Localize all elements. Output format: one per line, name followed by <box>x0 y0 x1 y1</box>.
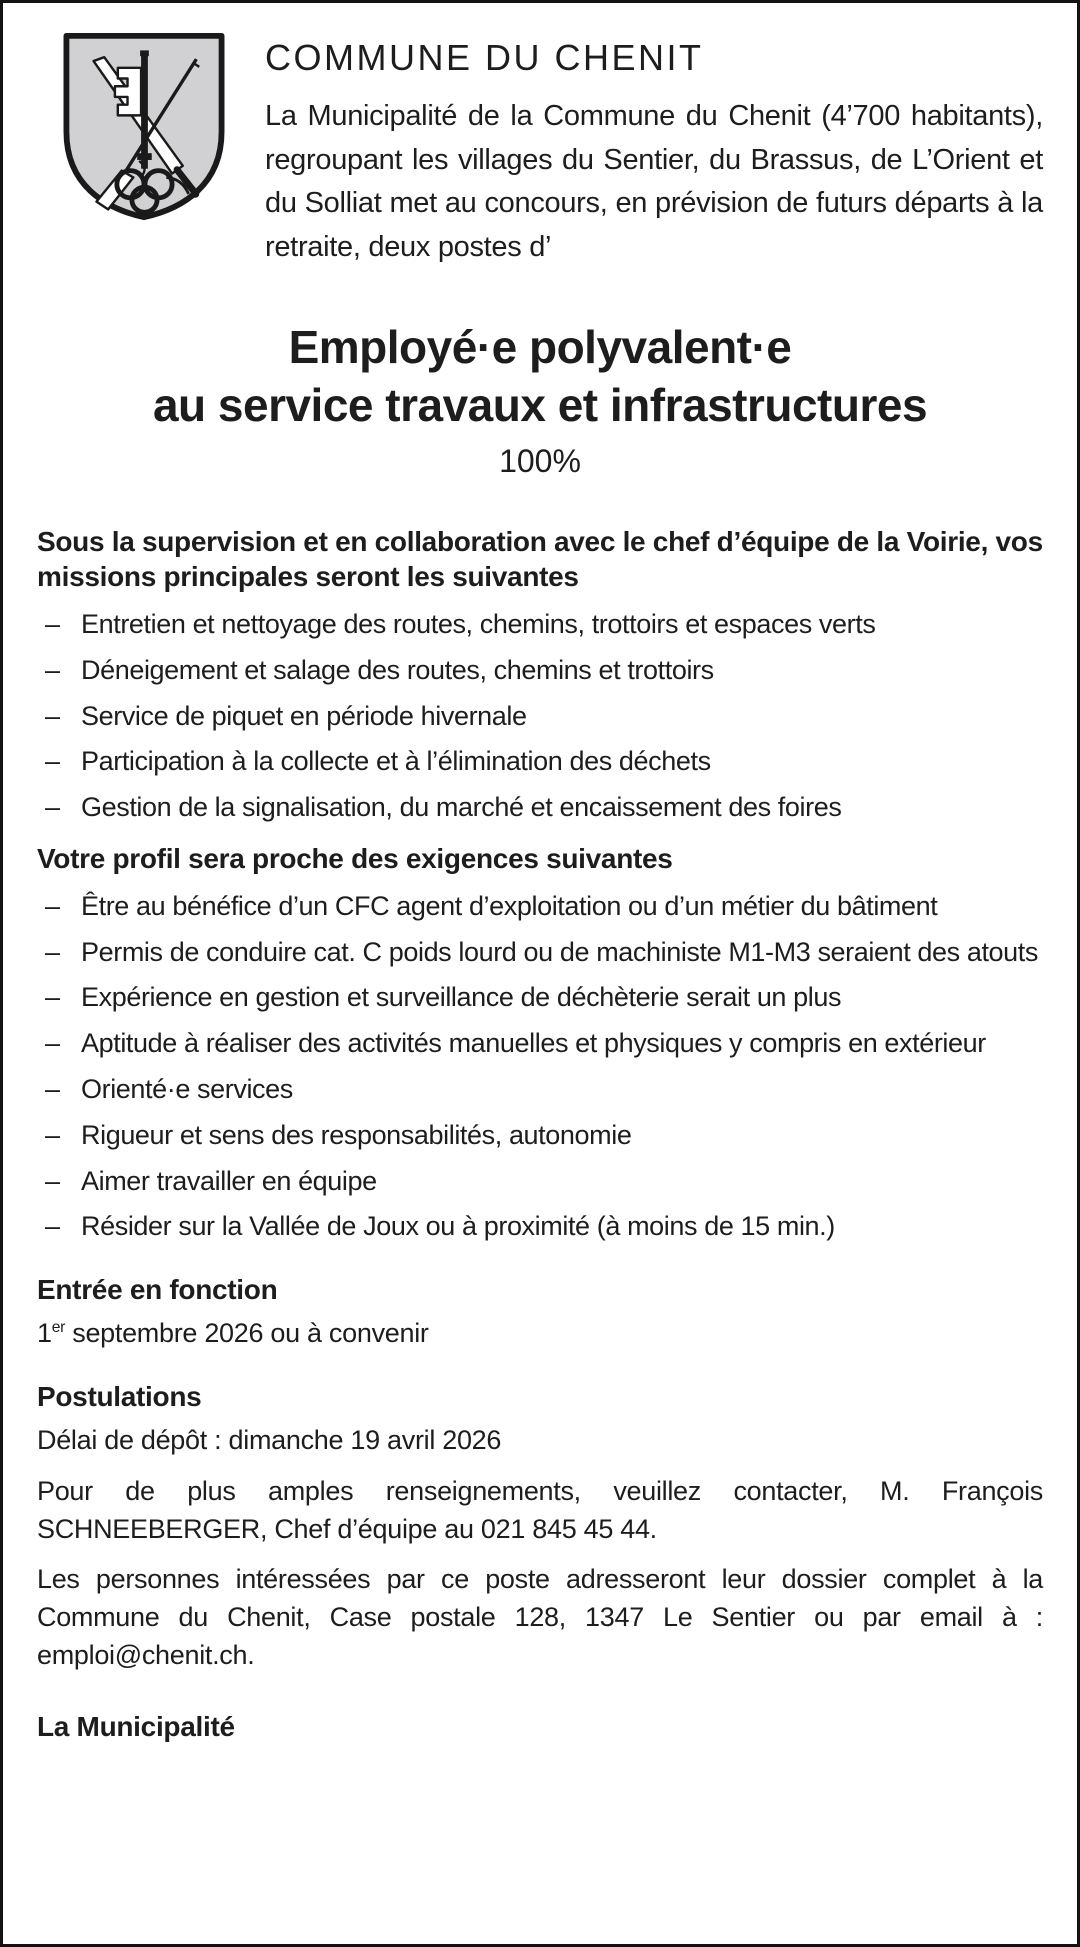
list-item-text: Gestion de la signalisation, du marché et encaissement des foires <box>81 792 842 823</box>
intro-paragraph: La Municipalité de la Commune du Chenit (4’700 habitants), regroupant les villages du Sentier, du Brassus, de L’Orient et du Solliat met au concours, en prévision de futurs départs à la retraite, deux postes d’ <box>265 100 1043 263</box>
list-item-text: Résider sur la Vallée de Joux ou à proximité (à moins de 15 min.) <box>81 1211 835 1242</box>
list-item-text: Permis de conduire cat. C poids lourd ou de machiniste M1-M3 seraient des atouts <box>81 936 1038 967</box>
list-item-text: Orienté·e services <box>81 1074 293 1105</box>
list-item <box>45 888 1043 926</box>
list-item <box>45 1117 1043 1155</box>
dash-bullet: – <box>45 792 60 823</box>
list-item-text: Aptitude à réaliser des activités manuelles et physiques y compris en extérieur <box>81 1028 986 1059</box>
dash-bullet: – <box>45 1074 60 1105</box>
list-item-text: Déneigement et salage des routes, chemins et trottoirs <box>81 654 714 685</box>
dossier-paragraph: Les personnes intéressées par ce poste adresseront leur dossier complet à la Commune du Chenit, Case postale 128, 1347 Le Sentier ou par email à : emploi@chenit.ch. <box>37 1564 1043 1671</box>
dash-bullet: – <box>45 746 60 777</box>
entry-heading: Entrée en fonction <box>37 1274 278 1306</box>
entry-date-ordinal: er <box>51 1319 66 1337</box>
list-item <box>45 606 1043 644</box>
list-item <box>45 934 1043 972</box>
list-item <box>45 1208 1043 1246</box>
list-item-text: Participation à la collecte et à l’élimination des déchets <box>81 746 711 777</box>
missions-section <box>37 524 1043 827</box>
dash-bullet: – <box>45 936 60 967</box>
signature: La Municipalité <box>37 1710 235 1742</box>
dash-bullet: – <box>45 1211 60 1242</box>
list-item <box>45 979 1043 1017</box>
list-item-text: Service de piquet en période hivernale <box>81 700 527 731</box>
list-item-text: Expérience en gestion et surveillance de déchèterie serait un plus <box>81 982 842 1013</box>
header <box>37 31 1043 269</box>
entry-section <box>37 1272 1043 1353</box>
profile-list <box>37 888 1043 1246</box>
list-item-text: Être au bénéfice d’un CFC agent d’exploitation ou d’un métier du bâtiment <box>81 890 938 921</box>
employment-rate: 100% <box>499 442 581 479</box>
list-item-text: Rigueur et sens des responsabilités, autonomie <box>81 1119 632 1150</box>
list-item <box>45 743 1043 781</box>
entry-date-day: 1 <box>37 1318 52 1349</box>
missions-list <box>37 606 1043 827</box>
profile-section <box>37 841 1043 1246</box>
job-title-block <box>37 319 1043 480</box>
header-text <box>265 31 1043 269</box>
job-title-line-2: au service travaux et infrastructures <box>152 378 928 431</box>
dash-bullet: – <box>45 608 60 639</box>
dash-bullet: – <box>45 1119 60 1150</box>
dash-bullet: – <box>45 700 60 731</box>
list-item <box>45 1071 1043 1109</box>
missions-heading: Sous la supervision et en collaboration avec le chef d’équipe de la Voirie, vos missions principales seront les suivantes <box>37 525 1043 592</box>
profile-heading: Votre profil sera proche des exigences suivantes <box>37 842 673 874</box>
list-item <box>45 789 1043 827</box>
list-item <box>45 698 1043 736</box>
applications-heading: Postulations <box>37 1381 202 1413</box>
list-item <box>45 1163 1043 1201</box>
entry-date <box>37 1315 1043 1353</box>
list-item-text: Entretien et nettoyage des routes, chemins, trottoirs et espaces verts <box>81 608 876 639</box>
dash-bullet: – <box>45 982 60 1013</box>
dash-bullet: – <box>45 890 60 921</box>
job-title-line-1: Employé·e polyvalent·e <box>288 321 792 373</box>
list-item-text: Aimer travailler en équipe <box>81 1165 377 1196</box>
dash-bullet: – <box>45 654 60 685</box>
deadline-text: Délai de dépôt : dimanche 19 avril 2026 <box>37 1425 502 1456</box>
dash-bullet: – <box>45 1165 60 1196</box>
dash-bullet: – <box>45 1028 60 1059</box>
list-item <box>45 1025 1043 1063</box>
list-item <box>45 652 1043 690</box>
coat-of-arms-logo <box>61 31 227 223</box>
applications-section <box>37 1379 1043 1675</box>
commune-title: COMMUNE DU CHENIT <box>265 37 704 78</box>
contact-paragraph: Pour de plus amples renseignements, veuillez contacter, M. François SCHNEEBERGER, Chef d’équipe au 021 845 45 44. <box>37 1475 1043 1544</box>
entry-date-rest: septembre 2026 ou à convenir <box>65 1318 429 1349</box>
